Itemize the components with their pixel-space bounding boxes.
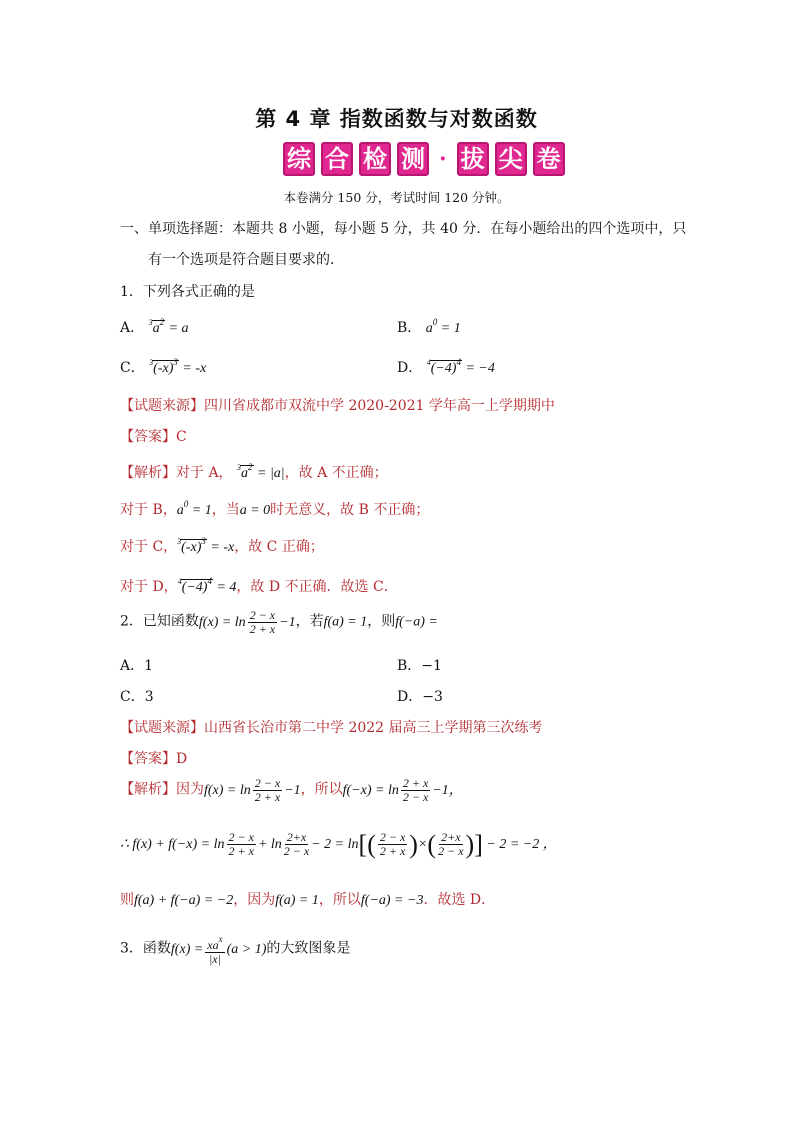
text: 对于 C， <box>120 539 178 555</box>
option-label: A． <box>120 320 145 336</box>
q1-analysis-c <box>120 536 324 556</box>
formula: $^3a^2 = |a|$ <box>237 462 285 481</box>
answer-tag: 【答案】 <box>120 751 176 767</box>
banner <box>283 143 565 175</box>
source-tag: 【试题来源】 <box>120 398 204 414</box>
q1-option-d <box>397 357 495 377</box>
text: ，所以 <box>300 781 343 798</box>
banner-char: 检 <box>359 142 391 176</box>
text: 则 <box>120 892 134 908</box>
q1-option-b <box>397 317 461 337</box>
formula: f(a) = 1 <box>323 614 368 630</box>
text: ，当 <box>211 502 240 518</box>
option-label: C． <box>120 360 145 376</box>
text: ．故选 D． <box>423 892 496 908</box>
formula: f(x) = ln $\frac{2 - x}{2 + x}$ −1 <box>204 776 301 804</box>
formula: $a^0 = 1$ <box>176 499 212 518</box>
source-text: 四川省成都市双流中学 2020-2021 学年高一上学期期中 <box>204 398 555 414</box>
formula: f(a) + f(−a) = −2 <box>134 893 234 908</box>
formula: f(−a) = <box>395 614 438 630</box>
q2-analysis-1 <box>120 777 463 804</box>
banner-char: 拔 <box>457 142 489 176</box>
formula: f(x) = $\frac{xa^x}{|x|}$ (a > 1) <box>170 934 267 966</box>
exam-info: 本卷满分 150 分，考试时间 120 分钟。 <box>283 190 510 205</box>
formula: $^3a^2 = a$ <box>148 317 189 336</box>
q2-analysis-2 <box>120 830 557 860</box>
q2-option-b: B．−1 <box>397 658 442 674</box>
q1-option-c <box>120 357 206 377</box>
text: ，故 D 不正确．故选 C． <box>236 579 398 595</box>
banner-char: 测 <box>397 142 429 176</box>
text: 对于 B， <box>120 502 177 518</box>
source-tag: 【试题来源】 <box>120 720 204 736</box>
question-3-stem <box>120 933 350 966</box>
text: 对于 A， <box>176 465 233 481</box>
question-2-stem <box>120 609 438 636</box>
text: 3．函数 <box>120 940 171 957</box>
q1-option-a <box>120 317 189 337</box>
page-title: 第 4 章 指数函数与对数函数 <box>255 107 538 131</box>
section-instructions-line2: 有一个选项是符合题目要求的． <box>148 252 344 268</box>
answer-value: C <box>176 429 187 445</box>
banner-char: 卷 <box>533 142 565 176</box>
banner-char: 尖 <box>495 142 527 176</box>
formula: $a^0 = 1$ <box>425 317 461 336</box>
section-instructions-line1: 一、单项选择题：本题共 8 小题，每小题 5 分，共 40 分．在每小题给出的四个选项中，只 <box>120 221 687 237</box>
q2-option-c: C．3 <box>120 689 154 705</box>
q1-source <box>120 395 555 415</box>
text: 时无意义，故 B 不正确； <box>270 502 430 518</box>
option-label: B． <box>397 320 422 336</box>
formula: $^4(-4)^4 = 4$ <box>177 576 237 595</box>
q2-source <box>120 717 543 737</box>
text: 因为 <box>176 781 204 798</box>
formula: f(−a) = −3 <box>360 893 424 908</box>
banner-char: 综 <box>283 142 315 176</box>
formula: $^3(-x)^3 = -x$ <box>177 536 235 555</box>
source-text: 山西省长治市第二中学 2022 届高三上学期第三次练考 <box>204 720 543 736</box>
text: ，所以 <box>318 892 361 908</box>
answer-tag: 【答案】 <box>120 429 176 445</box>
formula: $^3(-x)^3 = -x$ <box>149 357 207 376</box>
text: 对于 D， <box>120 579 178 595</box>
formula: f(a) = 1 <box>275 893 319 908</box>
formula: ∴ f(x) + f(−x) = ln $\frac{2 - x}{2 + x}$ + ln $\frac{2+x}{2 - x}$ − 2 = ln[( $\frac{2 - x}{2 + x}$ )×( $\frac{2+x}{2 - x}$ )] − 2 = −2 ， <box>120 830 557 859</box>
q1-analysis-a <box>120 462 388 482</box>
text: ，若 <box>295 613 324 630</box>
formula: a = 0 <box>239 503 271 518</box>
text: 2．已知函数 <box>120 613 199 630</box>
option-label: D． <box>397 360 423 376</box>
answer-value: D <box>176 751 188 767</box>
analysis-tag: 【解析】 <box>120 465 176 481</box>
text: ，故 C 正确； <box>234 539 324 555</box>
q2-option-a: A．1 <box>120 658 154 674</box>
text: ，故 A 不正确； <box>284 465 388 481</box>
q1-analysis-b <box>120 499 429 519</box>
banner-dot: · <box>439 146 447 172</box>
formula: f(−x) = ln $\frac{2 + x}{2 - x}$ −1， <box>342 776 463 804</box>
question-1-stem: 1．下列各式正确的是 <box>120 284 255 300</box>
formula: $^4(-4)^4 = -4$ <box>426 357 495 376</box>
formula: f(x) = ln $\frac{2 - x}{2 + x}$ −1 <box>198 608 296 636</box>
banner-char: 合 <box>321 142 353 176</box>
q2-option-d: D．−3 <box>397 689 443 705</box>
q2-analysis-3 <box>120 889 495 909</box>
text: ，因为 <box>233 892 276 908</box>
analysis-tag: 【解析】 <box>120 781 176 798</box>
text: 的大致图象是 <box>266 940 351 957</box>
text: ，则 <box>367 613 396 630</box>
q2-answer <box>120 748 187 768</box>
q1-analysis-d <box>120 576 398 596</box>
q1-answer <box>120 426 187 446</box>
